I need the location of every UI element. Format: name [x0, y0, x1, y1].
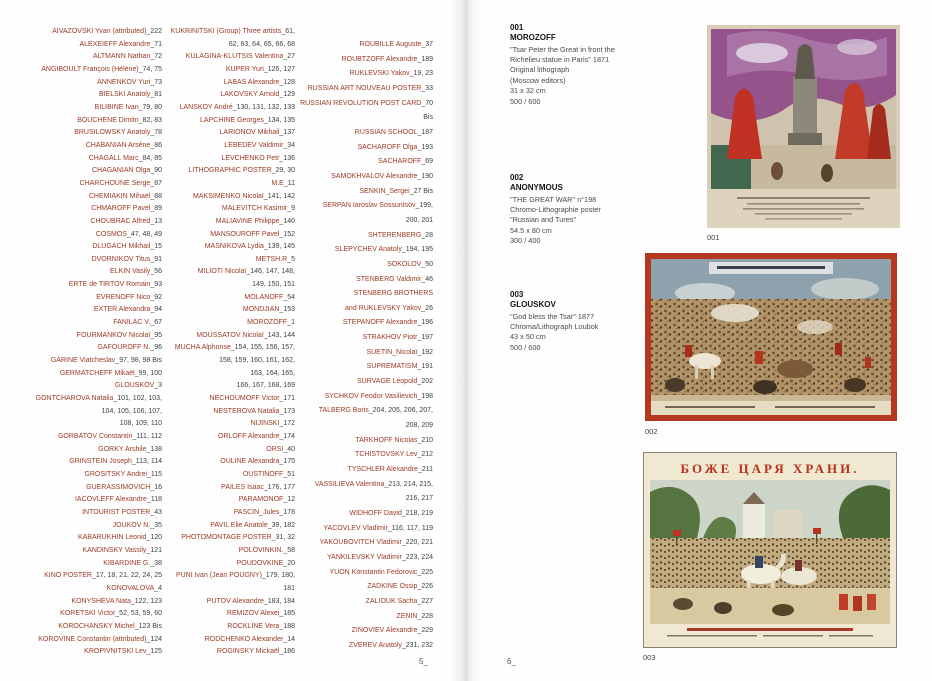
- index-entry: 181: [283, 584, 295, 592]
- index-entry: KUPER Yuri_126, 127: [225, 65, 295, 73]
- lot-detail-line: "THE GREAT WAR" n°198: [510, 194, 597, 204]
- index-column-1: [12, 26, 162, 659]
- index-entry: POLOVINKIN._58: [238, 546, 295, 554]
- index-entry: YUON Konstantin Fedorovic_225: [329, 568, 433, 576]
- lot-detail-line: Chroma/Lithograph Loubok: [510, 322, 599, 331]
- index-entry: KUKRINITSKI (Group) Three artists_61,: [170, 28, 295, 35]
- index-entry: GAFOUROFF N._96: [97, 344, 162, 352]
- index-entry: MOUSSATOV Nicolaï_143, 144: [196, 331, 295, 339]
- lot-detail-line: Original lithograph: [510, 65, 570, 75]
- lot-002: [510, 173, 660, 247]
- index-entry: DVORNIKOV Titus_91: [91, 255, 162, 263]
- index-entry: INTOURIST POSTER_43: [82, 508, 162, 516]
- index-entry: ERTE de TIRTOV Romain_93: [68, 281, 162, 289]
- index-entry: KABARUKHIN Leonid_120: [77, 534, 162, 542]
- index-entry: ALTMANN Nathan_72: [92, 53, 162, 61]
- index-entry: 108, 109, 110: [119, 420, 162, 428]
- index-entry: GROSITSKY Andrei_115: [84, 470, 162, 478]
- index-entry: YAKOUBOVITCH Vladimir_220, 221: [319, 539, 433, 547]
- index-entry: WIDHOFF David_218, 219: [349, 510, 433, 517]
- lot-detail-line: 31 x 32 cm: [510, 86, 546, 96]
- index-entry: KROPIVNITSKI Lev_125: [84, 648, 162, 656]
- index-entry: EXTER Alexandra_94: [93, 306, 162, 314]
- lot-details: [510, 45, 660, 107]
- battle-poster-artwork: [645, 253, 897, 421]
- index-entry: ALEXEIEFF Alexandre_71: [79, 40, 162, 48]
- index-entry: SUPREMATISM_191: [366, 363, 433, 371]
- index-entry: EVRENOFF Nico_92: [96, 293, 162, 301]
- index-entry: ORLOFF Alexandre_174: [217, 433, 295, 440]
- index-entry: NESTEROVA Natalia_173: [213, 407, 295, 415]
- index-entry: 149, 150, 151: [252, 281, 295, 289]
- index-entry: PAILES Isaac_176, 177: [221, 483, 295, 491]
- index-entry: ZENIN_228: [396, 612, 433, 620]
- loubok-artwork: [643, 452, 897, 648]
- index-entry: JOUKOV N._35: [112, 521, 162, 529]
- index-entry: FOURMANKOV Nicolaï_95: [76, 331, 162, 339]
- index-entry: FANILAC V._67: [113, 319, 162, 327]
- index-entry: CHABANIAN Arsène_86: [85, 141, 162, 149]
- index-entry: 216, 217: [405, 495, 433, 503]
- index-entry: BILIBINE Ivan_79, 80: [94, 103, 162, 111]
- index-entry: 163, 164, 165,: [250, 369, 295, 377]
- index-entry: M.E_11: [271, 179, 295, 187]
- index-entry: SACHAROFF_69: [378, 158, 433, 166]
- lot-detail-line: 300 / 400: [510, 236, 541, 246]
- index-entry: RUSSIAN SCHOOL_187: [354, 128, 433, 136]
- index-entry: GARINE Viatcheslav_97, 98, 98 Bis: [50, 357, 162, 365]
- index-entry: GLOUSKOV_3: [114, 382, 162, 390]
- index-entry: OULINE Alexandra_175: [220, 458, 295, 466]
- index-entry: 104, 105, 106, 107,: [101, 407, 162, 415]
- lot-detail-line: "God bless the Tsar" 1877: [510, 311, 595, 321]
- index-entry: YACOVLEV Vladimir_116, 117, 119: [323, 524, 433, 532]
- page-fold-shadow: [450, 0, 482, 681]
- index-entry: SUETIN_Nicolaï_192: [366, 348, 433, 356]
- index-entry: GONTCHAROVA Natalia_101, 102, 103,: [35, 395, 162, 403]
- index-entry: KOROCHANSKY Michel_123 Bis: [58, 622, 162, 630]
- lot-detail-line: (Moscow editors): [510, 75, 566, 85]
- index-entry: KULAGINA-KLUTSIS Valentina_27: [185, 53, 295, 61]
- index-entry: PUNI Ivan (Jean POUGNY)_179, 180,: [175, 572, 295, 580]
- index-entry: ROGINSKY Mickaël_186: [216, 648, 295, 656]
- index-entry: KINO POSTER_17, 18, 21, 22, 24, 25: [44, 572, 162, 580]
- index-entry: 158, 159, 160, 161, 162,: [219, 357, 295, 365]
- index-entry: SYCHKOV Feodor Vasilievich_198: [324, 392, 433, 400]
- index-entry: ROUBILLE Auguste_37: [359, 41, 433, 48]
- index-entry: LEBEDEV Valdimir_34: [224, 141, 295, 149]
- index-entry: GERMATCHEFF Mikaël_99, 100: [59, 369, 162, 377]
- index-entry: SOKOLOV_50: [387, 260, 433, 268]
- index-entry: BIELSKI Anatoly_81: [98, 91, 162, 99]
- index-entry: ZVEREV Anatoly_231, 232: [348, 641, 433, 649]
- index-entry: STEPANOFF Alexandre_196: [342, 319, 433, 327]
- index-entry: BOUCHENE Dimitri_82, 83: [77, 116, 162, 124]
- index-entry: KONYSHEVA Nata_122, 123: [71, 597, 162, 605]
- index-entry: STENBERG BROTHERS: [353, 290, 433, 298]
- index-entry: TARKHOFF Nicolas_210: [355, 436, 433, 444]
- index-entry: STENBERG Valdimir_46: [356, 275, 433, 283]
- index-entry: MILIOTI Nicolaï_146, 147, 148,: [197, 268, 295, 276]
- index-entry: NECHOUMOFF Victor_171: [209, 395, 295, 403]
- index-entry: TCHISTOVSKY Lev_212: [355, 451, 433, 459]
- index-entry: ZINOVIEV Alexandre_229: [351, 627, 433, 635]
- index-entry: MUCHA Alphonse_154, 155, 156, 157,: [174, 344, 295, 352]
- index-entry: LAKOVSKY Arnold_129: [220, 91, 295, 99]
- index-entry: PARAMONOF_12: [238, 496, 295, 504]
- lot-number: 001: [510, 23, 524, 32]
- index-entry: COSMOS_47, 48, 49: [95, 230, 162, 238]
- index-entry: SHTERENBERG_28: [368, 231, 433, 239]
- index-entry: RODCHENKO Alexander_14: [204, 635, 295, 643]
- index-entry: SURVAGE Léopold_202: [356, 378, 433, 386]
- figure-caption-001: 001: [707, 233, 720, 242]
- index-entry: Bis: [423, 114, 433, 122]
- lot-number: 002: [510, 173, 524, 182]
- index-entry: ANNENKOV Yuri_73: [97, 78, 162, 86]
- index-entry: DLUGACH Mikhail_15: [92, 243, 162, 251]
- index-entry: 208, 209: [405, 422, 433, 430]
- index-entry: TALBERG Boris_204, 205, 206, 207,: [318, 407, 433, 415]
- lot-002-image: [645, 253, 897, 421]
- index-entry: LAPCHINE Georges_134, 135: [200, 116, 295, 124]
- index-entry: STRAKHOV Piotr_197: [362, 334, 433, 342]
- lot-details: [510, 312, 660, 354]
- index-entry: LABAS Alexandre_128: [223, 78, 295, 86]
- index-entry: 62, 63, 64, 65, 66, 68: [228, 40, 295, 48]
- index-entry: SERPAN Iaroslav Sossuntsov_199,: [322, 202, 433, 210]
- lot-number: 003: [510, 290, 524, 299]
- index-entry: OUSTINOFF_51: [242, 470, 295, 478]
- index-entry: PASCIN_Jules_178: [233, 508, 295, 516]
- lot-detail-line: "Tsar Peter the Great in front the: [510, 44, 615, 54]
- lot-details: [510, 195, 660, 247]
- lot-detail-line: 54.5 x 80 cm: [510, 225, 552, 235]
- lot-detail-line: Richelieu statue in Paris" 1871: [510, 55, 610, 64]
- index-entry: MALIAVINE Philippe_140: [215, 217, 295, 225]
- index-entry: MOROZOFF_1: [247, 319, 295, 327]
- index-entry: ANGIBOULT François (Hélène)_74, 75: [41, 65, 162, 73]
- index-entry: MAKSIMENKO Nicolaï_141, 142: [193, 192, 295, 200]
- index-entry: CHEMIAKIN Mihaël_88: [88, 192, 162, 200]
- lithograph-artwork: [707, 25, 900, 228]
- index-entry: TYSCHLER Alexandre_211: [347, 466, 433, 474]
- index-entry: BRUSILOWSKY Anatoly_78: [74, 129, 162, 137]
- lot-003: [510, 290, 660, 353]
- lot-artist: MOROZOFF: [510, 33, 556, 43]
- index-entry: KANDINSKY Vassily_121: [82, 546, 162, 554]
- index-entry: MASNIKOVA Lydia_139, 145: [204, 243, 295, 251]
- index-entry: KORETSKI Victor_52, 53, 59, 60: [60, 610, 162, 618]
- lot-003-image: [643, 452, 897, 648]
- index-entry: 200, 201: [405, 216, 433, 224]
- index-column-2: [153, 26, 295, 659]
- index-entry: IACOVLEFF Alexandre_118: [74, 496, 162, 504]
- index-entry: NIJINSKI_172: [250, 420, 295, 428]
- index-entry: CHMAROFF Pavel_89: [91, 205, 162, 213]
- index-entry: CHOUBRAC Alfred_13: [90, 217, 162, 225]
- index-entry: RUKLEVSKI Yakov_19, 23: [349, 70, 433, 78]
- index-entry: 166, 167, 168, 169: [236, 382, 295, 390]
- index-entry: MOLANOFF_54: [244, 293, 295, 301]
- lot-001: [510, 23, 660, 107]
- index-entry: SAMOKHVALOV Alexandre_190: [331, 172, 433, 180]
- index-entry: PAVIL Elie Anatole_39, 182: [210, 521, 295, 529]
- index-entry: AIVAZOVSKI Yvan (attributed)_222: [52, 28, 162, 35]
- index-entry: LITHOGRAPHIC POSTER_29, 30: [188, 167, 295, 175]
- index-entry: ROUBTZOFF Alexandre_189: [341, 55, 433, 63]
- index-entry: KIBARDINE G._38: [103, 559, 162, 567]
- index-entry: ORSI_40: [266, 445, 295, 453]
- index-entry: SENKIN_Sergei_27 Bis: [359, 187, 433, 195]
- index-entry: CHAGANIAN Olga_90: [91, 167, 162, 175]
- loubok-title-text: БОЖЕ ЦАРЯ ХРАНИ.: [680, 461, 860, 476]
- index-entry: GUERASSIMOVICH_16: [86, 483, 162, 491]
- index-column-3: [300, 38, 433, 654]
- index-entry: MANSOUROFF Pavel_152: [210, 230, 295, 238]
- index-entry: KONOVALOVA_4: [106, 584, 162, 592]
- figure-caption-003: 003: [643, 653, 656, 662]
- index-entry: POUDOVKINE_20: [236, 559, 295, 567]
- figure-caption-002: 002: [645, 427, 658, 436]
- index-entry: ELKIN Vasily_56: [109, 268, 162, 276]
- right-page-number: 6_: [507, 657, 516, 666]
- lot-001-image: [707, 25, 900, 228]
- index-entry: GRINSTEIN Joseph_113, 114: [69, 458, 162, 466]
- index-entry: MALEVITCH Kasimir_9: [221, 205, 295, 213]
- index-entry: MONDJIAN_153: [242, 306, 295, 314]
- index-entry: RUSSIAN ART NOUVEAU POSTER_33: [307, 84, 433, 92]
- index-entry: YANKILEVSKY Vladimir_223, 224: [327, 553, 433, 561]
- lot-artist: ANONYMOUS: [510, 183, 563, 193]
- index-entry: CHARCHOUNE Serge_87: [79, 179, 162, 187]
- index-entry: PHOTOMONTAGE POSTER_31, 32: [181, 534, 295, 542]
- lot-detail-line: 500 / 600: [510, 342, 541, 352]
- index-entry: ZALIOUK Sacha_227: [365, 597, 433, 605]
- index-entry: LANSKOY André_130, 131, 132, 133: [179, 103, 295, 111]
- index-entry: CHAGALL Marc_84, 85: [88, 154, 162, 162]
- lot-detail-line: 43 x 50 cm: [510, 332, 546, 342]
- index-entry: RUSSIAN REVOLUTION POST CARD_70: [300, 99, 433, 107]
- lot-detail-line: "Russian and Tures": [510, 215, 577, 225]
- index-entry: GORKY Arshile_138: [98, 445, 162, 453]
- index-entry: REMIZOV Alexei_185: [226, 610, 295, 618]
- index-entry: GORBATOV Constantin_111, 112: [57, 433, 162, 440]
- index-entry: METSH.R_5: [255, 255, 295, 263]
- index-entry: LEVCHENKO Petr_136: [221, 154, 295, 162]
- index-entry: KOROVINE Constantin (attributed)_124: [38, 635, 162, 643]
- lot-detail-line: 500 / 600: [510, 96, 541, 106]
- index-entry: SACHAROFF Olga_193: [357, 143, 433, 151]
- index-entry: ROCKLINE Vera_188: [227, 622, 295, 630]
- lot-detail-line: Chromo-Lithographie poster: [510, 205, 601, 214]
- index-entry: LARIONOV Mikhail_137: [219, 129, 295, 137]
- index-entry: and RUKLEVSKY Yakov_26: [345, 304, 433, 312]
- left-page-number: 5_: [419, 657, 428, 666]
- index-entry: PUTOV Alexandre_183, 184: [206, 597, 295, 605]
- index-entry: ZADKINE Ossip_226: [367, 583, 433, 591]
- index-entry: VASSILIEVA Valentina_213, 214, 215,: [314, 480, 433, 488]
- lot-artist: GLOUSKOV: [510, 300, 556, 310]
- index-entry: SLEPYCHEV Anatoly_194, 195: [334, 246, 433, 254]
